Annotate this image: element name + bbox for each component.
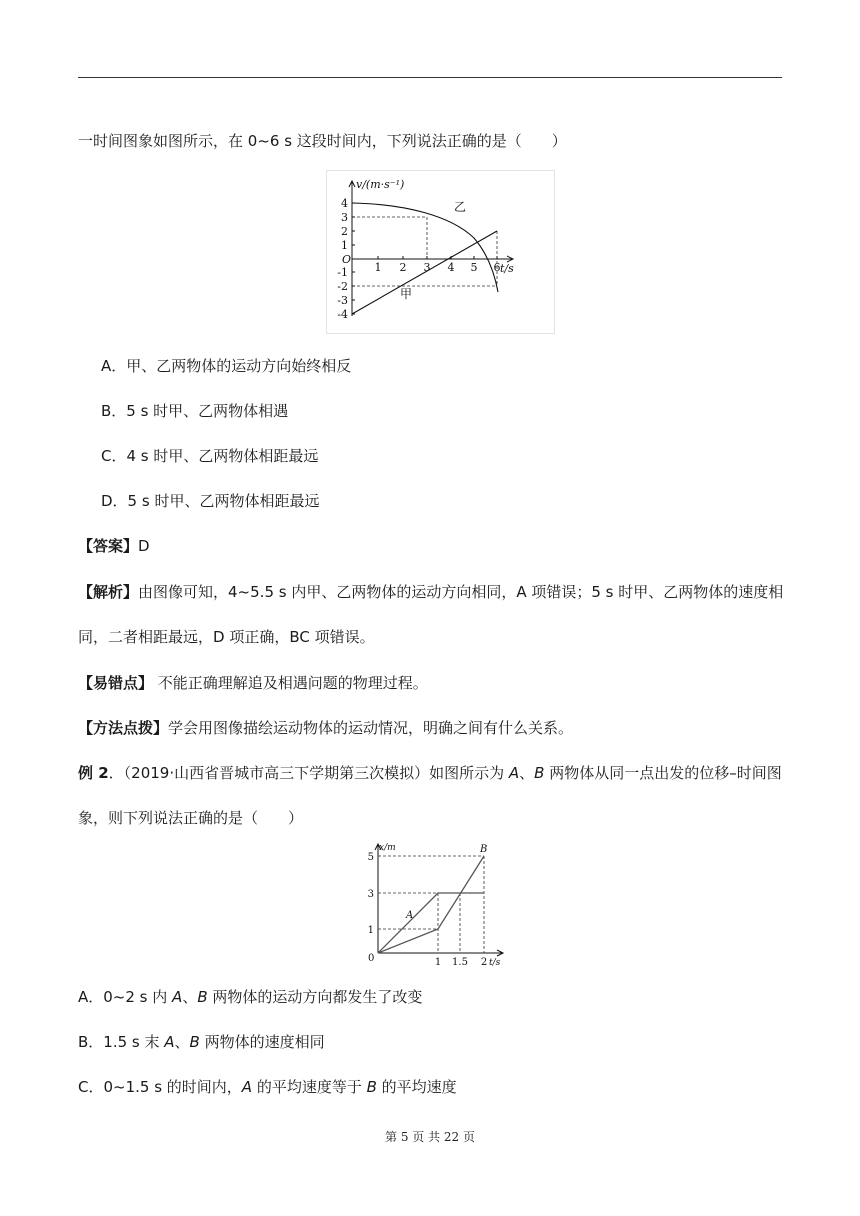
option-text: 的平均速度等于 xyxy=(252,1078,367,1096)
separator: 、 xyxy=(174,1033,190,1051)
line-a xyxy=(378,893,484,953)
analysis-label: 【解析】 xyxy=(78,583,139,601)
var-b: B xyxy=(197,988,208,1006)
option-text: 的平均速度 xyxy=(376,1078,457,1096)
example-2-line-1 xyxy=(78,763,782,783)
x-tick-label: 1 xyxy=(434,957,442,968)
method-label: 【方法点拨】 xyxy=(78,719,169,737)
error-point-line xyxy=(78,673,428,693)
y-tick-label: 2 xyxy=(341,225,348,238)
y-tick-label: -2 xyxy=(337,280,348,293)
line-b xyxy=(378,856,484,953)
origin-label: O xyxy=(342,253,352,266)
velocity-time-graph xyxy=(326,170,555,334)
x-tick-label: 3 xyxy=(423,261,431,274)
y-tick-label: -3 xyxy=(337,294,348,307)
y-tick-label: 4 xyxy=(341,197,348,210)
question-stem: 一时间图象如图所示，在 0~6 s 这段时间内，下列说法正确的是（ ） xyxy=(78,132,567,150)
var-a: A xyxy=(241,1078,253,1096)
answer-value: D xyxy=(138,537,150,555)
answer-label: 【答案】 xyxy=(78,537,139,555)
analysis-line-2: 同，二者相距最远，D 项正确，BC 项错误。 xyxy=(78,628,375,646)
example-2-line-2: 象，则下列说法正确的是（ ） xyxy=(78,809,304,827)
y-axis-label: x/m xyxy=(379,843,396,853)
option-text: 两物体的速度相同 xyxy=(199,1033,325,1051)
option-text: A．0~2 s 内 xyxy=(78,988,173,1006)
displacement-time-graph xyxy=(354,839,506,969)
curve-label-jia: 甲 xyxy=(400,287,413,301)
y-tick-label: 1 xyxy=(341,239,348,252)
error-text: 不能正确理解追及相遇问题的物理过程。 xyxy=(153,674,428,692)
page-footer: 第 5 页 共 22 页 xyxy=(385,1130,475,1144)
option-a: A．甲、乙两物体的运动方向始终相反 xyxy=(101,357,352,375)
q2-option-a xyxy=(78,987,422,1007)
x-tick-label: 5 xyxy=(470,261,478,274)
var-a: A xyxy=(164,1033,175,1051)
line-label-b: B xyxy=(480,844,488,855)
header-rule xyxy=(78,77,782,78)
option-d: D．5 s 时甲、乙两物体相距最远 xyxy=(101,492,320,510)
var-a: A xyxy=(172,988,183,1006)
option-b: B．5 s 时甲、乙两物体相遇 xyxy=(101,402,289,420)
option-text: 两物体的运动方向都发生了改变 xyxy=(207,988,423,1006)
option-text: B．1.5 s 末 xyxy=(78,1033,165,1051)
x-tick-label: 2 xyxy=(399,261,407,274)
var-b: B xyxy=(534,764,545,782)
var-b: B xyxy=(366,1078,377,1096)
var-b: B xyxy=(189,1033,200,1051)
x-axis-label: t/s xyxy=(489,958,501,968)
y-tick-label: 1 xyxy=(367,925,374,936)
example-text: ．（2019·山西省晋城市高三下学期第三次模拟）如图所示为 xyxy=(108,764,509,782)
option-c: C．4 s 时甲、乙两物体相距最远 xyxy=(101,447,319,465)
x-tick-label: 1 xyxy=(374,261,382,274)
x-tick-label: 6 xyxy=(493,261,501,274)
y-axis-label: v/(m·s⁻¹) xyxy=(356,178,405,191)
y-tick-label: -4 xyxy=(337,308,348,321)
example-text: 两物体从同一点出发的位移–时间图 xyxy=(544,764,782,782)
curve-label-yi: 乙 xyxy=(454,200,467,214)
answer-line xyxy=(78,536,150,556)
q2-option-c xyxy=(78,1077,457,1097)
y-tick-label: -1 xyxy=(337,266,348,279)
separator: 、 xyxy=(519,764,535,782)
y-tick-label: 3 xyxy=(341,211,348,224)
origin-label: 0 xyxy=(368,953,375,964)
y-tick-label: 3 xyxy=(367,889,374,900)
var-a: A xyxy=(508,764,520,782)
x-axis-label: t/s xyxy=(500,262,514,275)
q2-option-b xyxy=(78,1032,325,1052)
method-line xyxy=(78,718,573,738)
example-label: 例 2 xyxy=(78,764,109,782)
analysis-text: 由图像可知，4~5.5 s 内甲、乙两物体的运动方向相同，A 项错误；5 s 时甲、乙两物体的速度相 xyxy=(138,583,784,601)
option-text: C．0~1.5 s 的时间内， xyxy=(78,1078,242,1096)
x-tick-label: 2 xyxy=(480,957,488,968)
x-tick-label: 4 xyxy=(447,261,455,274)
line-label-a: A xyxy=(406,910,414,921)
method-text: 学会用图像描绘运动物体的运动情况，明确之间有什么关系。 xyxy=(168,719,574,737)
y-tick-label: 5 xyxy=(367,852,374,863)
x-tick-label: 1.5 xyxy=(452,957,468,968)
analysis-line-1 xyxy=(78,582,783,602)
separator: 、 xyxy=(182,988,198,1006)
error-label: 【易错点】 xyxy=(78,674,154,692)
